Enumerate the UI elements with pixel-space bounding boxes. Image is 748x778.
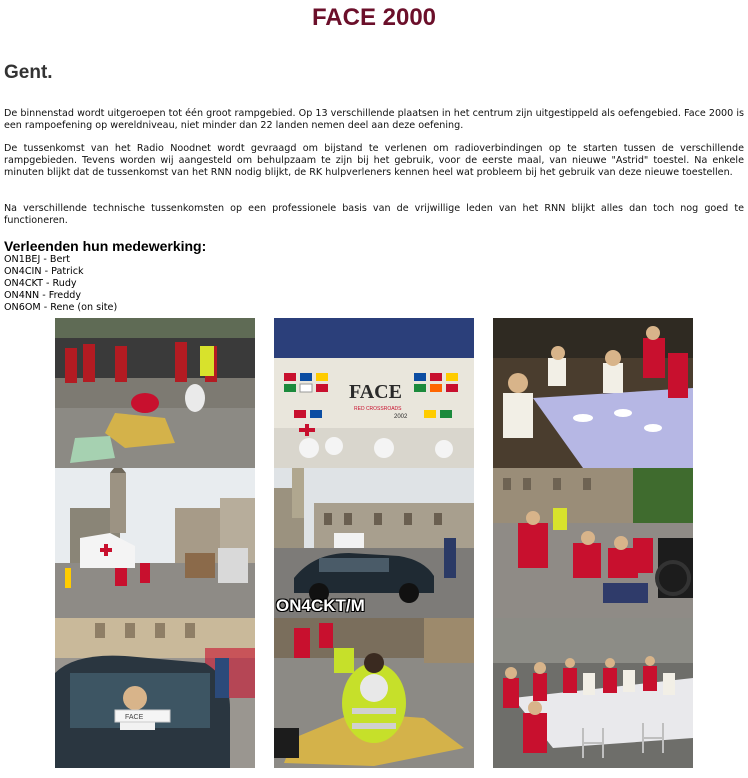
cooperation-heading: Verleenden hun medewerking: — [4, 238, 207, 254]
photo-volunteers-eating[interactable] — [493, 318, 693, 468]
member-item: ON4NN - Freddy — [4, 290, 82, 301]
intro-paragraph: De binnenstad wordt uitgeroepen tot één groot rampgebied. Op 13 verschillende plaatsen in het centrum zijn uitgestippeld als oefengebied. Face 2000 is een rampoefening op wereldniveau, niet minder dan 22 landen nemen deel aan deze oefening. — [4, 108, 744, 131]
cooperation-list — [4, 254, 117, 314]
photo-hi-vis-rescuer[interactable] — [274, 618, 474, 768]
photo-mobile-station-car[interactable] — [274, 468, 474, 618]
member-item: ON4CIN - Patrick — [4, 266, 84, 277]
svg-text:FACE: FACE — [125, 714, 144, 721]
banner-subtext: RED CROSSROADS — [354, 406, 402, 412]
photo-gent-square-tent[interactable] — [55, 468, 255, 618]
page-title: FACE 2000 — [311, 4, 437, 31]
city-heading: Gent. — [4, 62, 53, 83]
photo-dining-hall[interactable] — [493, 618, 693, 768]
member-item: ON4CKT - Rudy — [4, 278, 77, 289]
conclusion-paragraph: Na verschillende technische tussenkomsten op een professionele basis van de vrijwillige leden van het RNN blijkt alles dan toch nog goed te functioneren. — [4, 203, 744, 226]
photo-victims-on-street[interactable] — [55, 318, 255, 468]
banner-year: 2002 — [394, 414, 408, 420]
member-item: ON6OM - Rene (on site) — [4, 302, 118, 313]
mobile-callsign-overlay: ON4CKT/M — [276, 596, 365, 615]
rnn-paragraph: De tussenkomst van het Radio Noodnet wordt gevraagd om bijstand te verlenen om radioverbindingen op te starten tussen de verschillende rampgebieden. Tevens worden wij aangesteld om behulpzaam te zijn bij het gebruik, voor de eerste maal, van nieuwe "Astrid" toestel. Na enkele minuten blijkt dat de tussenkomst van het RNN nodig blijkt, de RK hulpverleners kennen heel wat probleem bij het gebruik van deze nieuwe toestellen. — [4, 143, 744, 178]
member-item: ON1BEJ - Bert — [4, 254, 71, 265]
photo-face-banner[interactable] — [274, 318, 474, 468]
banner-face-text: FACE — [349, 381, 402, 403]
photo-first-aid-square[interactable] — [493, 468, 693, 618]
photo-car-radio-operator[interactable] — [55, 618, 255, 768]
